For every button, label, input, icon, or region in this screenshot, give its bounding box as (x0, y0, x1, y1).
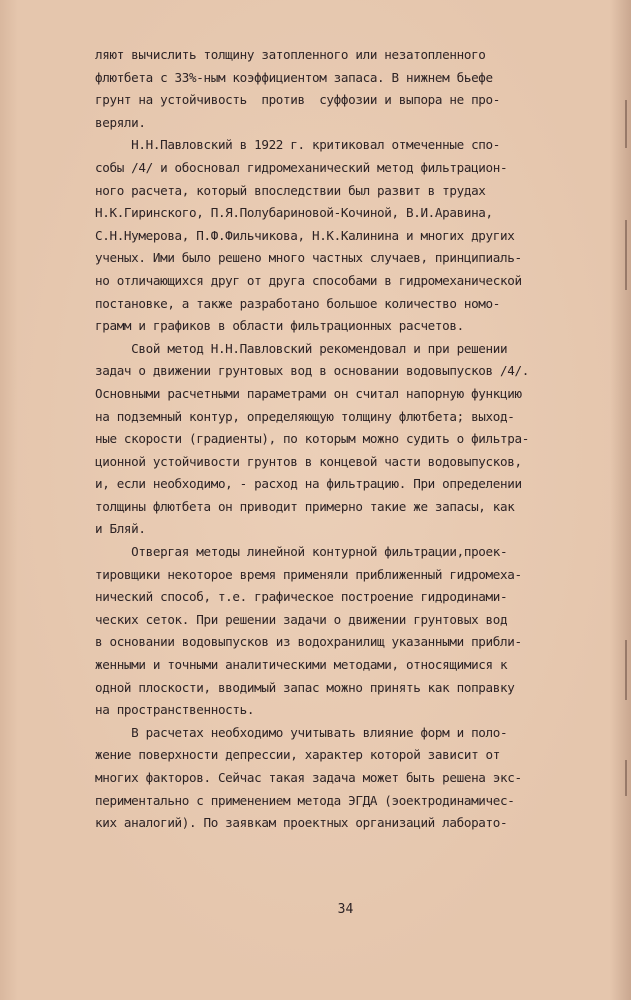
text-line: периментально с применением метода ЭГДА (эоектродинамичес- (95, 792, 515, 808)
text-line: Основными расчетными параметрами он считал напорную функцию (95, 385, 522, 401)
text-line: ученых. Ими было решено много частных случаев, принципиаль- (95, 250, 522, 266)
text-line: С.Н.Нумерова, П.Ф.Фильчикова, Н.К.Калинина и многих других (95, 227, 515, 243)
page-edge-shadow (625, 220, 627, 290)
page-edge-shadow (625, 760, 627, 796)
text-line: грунт на устойчивость против суффозии и выпора не про- (95, 92, 500, 108)
text-line: задач о движении грунтовых вод в основании водовыпусков /4/. (95, 363, 529, 379)
text-line: собы /4/ и обосновал гидромеханический метод фильтрацион- (95, 159, 508, 175)
text-line: В расчетах необходимо учитывать влияние форм и поло- (95, 724, 508, 740)
text-line: постановке, а также разработано большое количество номо- (95, 295, 500, 311)
text-line: толщины флютбета он приводит примерно такие же запасы, как (95, 498, 515, 514)
text-line: ких аналогий). По заявкам проектных организаций лаборато- (95, 815, 508, 831)
text-line: ционной устойчивости грунтов в концевой части водовыпусков, (95, 453, 522, 469)
text-line: но отличающихся друг от друга способами в гидромеханической (95, 272, 522, 288)
text-line: ляют вычислить толщину затопленного или незатопленного (95, 47, 486, 62)
typewritten-text (95, 44, 625, 835)
text-line: флютбета с 33%-ным коэффициентом запаса. В нижнем бьефе (95, 69, 493, 85)
text-line: на подземный контур, определяющую толщину флютбета; выход- (95, 408, 515, 424)
text-line: Н.К.Гиринского, П.Я.Полубариновой-Кочиной, В.И.Аравина, (95, 205, 493, 221)
text-line: Н.Н.Павловский в 1922 г. критиковал отмеченные спо- (95, 137, 500, 153)
text-line: ные скорости (градиенты), по которым можно судить о фильтра- (95, 431, 529, 447)
text-line: Свой метод Н.Н.Павловский рекомендовал и при решении (95, 340, 508, 356)
text-line: на пространственность. (95, 702, 255, 718)
text-line: в основании водовыпусков из водохранилищ указанными прибли- (95, 634, 522, 650)
text-line: многих факторов. Сейчас такая задача может быть решена экс- (95, 770, 522, 785)
text-line: жение поверхности депрессии, характер которой зависит от (95, 747, 500, 763)
page-edge-shadow (625, 100, 627, 148)
text-line: женными и точными аналитическими методами, относящимися к (95, 657, 508, 673)
text-line: ного расчета, который впоследствии был развит в трудах (95, 182, 486, 198)
text-line: одной плоскости, вводимый запас можно принять как поправку (95, 679, 515, 695)
page-number: 34 (337, 902, 354, 917)
text-line: веряли. (95, 114, 146, 130)
page-edge-shadow (625, 640, 627, 700)
text-line: Отвергая методы линейной контурной фильтрации,проек- (95, 544, 508, 560)
text-line: грамм и графиков в области фильтрационных расчетов. (95, 318, 464, 334)
text-line: нический способ, т.е. графическое построение гидродинами- (95, 589, 508, 605)
text-line: ческих сеток. При решении задачи о движении грунтовых вод (95, 611, 508, 627)
text-line: и, если необходимо, - расход на фильтрацию. При определении (95, 476, 522, 492)
text-line: и Бляй. (95, 521, 146, 537)
text-line: тировщики некоторое время применяли приближенный гидромеха- (95, 566, 522, 582)
